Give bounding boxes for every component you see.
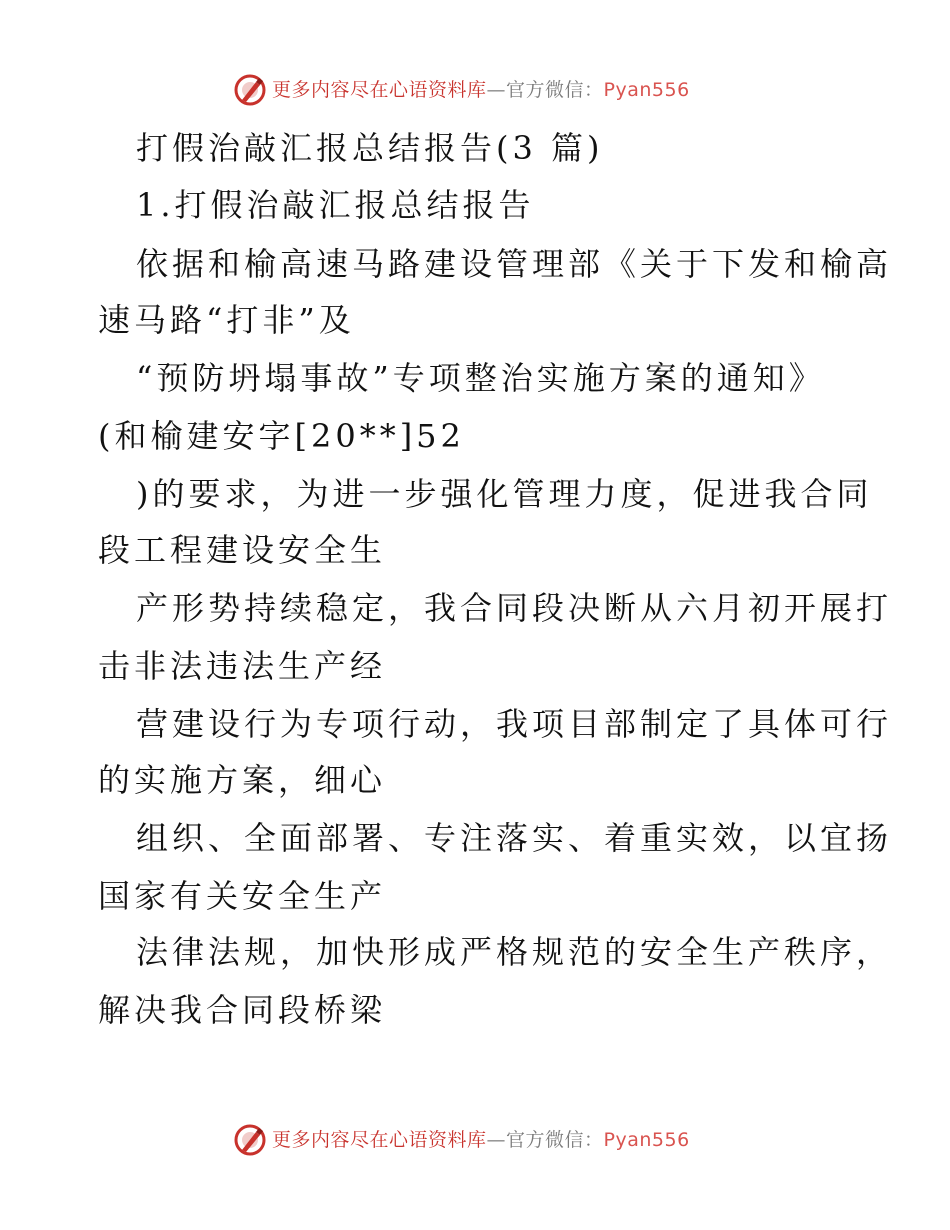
- paragraph-line: 产形势持续稳定，我合同段决断从六月初开展打: [136, 589, 893, 627]
- paragraph-line: 依据和榆高速马路建设管理部《关于下发和榆高: [136, 245, 893, 283]
- paragraph-line: 组织、全面部署、专注落实、着重实效，以宜扬: [136, 819, 893, 857]
- watermark-separator: —: [486, 79, 507, 101]
- paragraph-line: “预防坍塌事故”专项整治实施方案的通知》: [136, 359, 825, 397]
- paragraph-line: 解决我合同段桥梁: [98, 991, 387, 1029]
- paragraph-line: 营建设行为专项行动，我项目部制定了具体可行: [136, 705, 893, 743]
- paragraph-line: )的要求，为进一步强化管理力度，促进我合同: [136, 475, 873, 513]
- watermark-text: [272, 1126, 690, 1154]
- paragraph-line: 击非法违法生产经: [98, 647, 387, 685]
- watermark-wechat-label: 官方微信：: [506, 1129, 604, 1151]
- paragraph-line: 速马路“打非”及: [98, 301, 355, 339]
- section-heading: 1.打假治敲汇报总结报告: [136, 186, 535, 224]
- watermark-wechat-id: Pyan556: [603, 79, 690, 101]
- watermark-separator: —: [486, 1129, 507, 1151]
- watermark-site-text: 更多内容尽在心语资料库: [272, 79, 487, 101]
- paragraph-line: (和榆建安字[20**]52: [98, 417, 465, 455]
- paragraph-line: 的实施方案，细心: [98, 761, 387, 799]
- paragraph-line: 国家有关安全生产: [98, 877, 387, 915]
- footer-watermark: [0, 1120, 950, 1160]
- paragraph-line: 段工程建设安全生: [98, 531, 387, 569]
- watermark-wechat-label: 官方微信：: [506, 79, 604, 101]
- pen-circle-icon: [232, 1122, 268, 1158]
- watermark-site-text: 更多内容尽在心语资料库: [272, 1129, 487, 1151]
- watermark-wechat-id: Pyan556: [603, 1129, 690, 1151]
- paragraph-line: 法律法规，加快形成严格规范的安全生产秩序，: [136, 933, 893, 971]
- document-title: 打假治敲汇报总结报告(3 篇): [136, 129, 604, 167]
